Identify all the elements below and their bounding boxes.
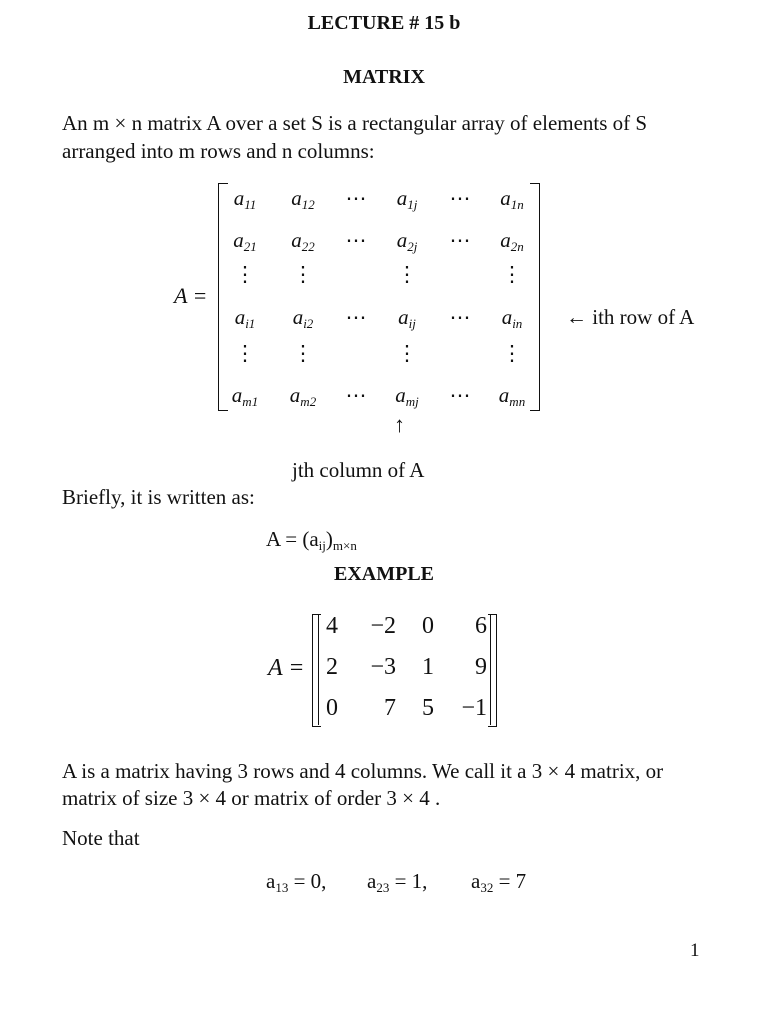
matrix-entry — [235, 341, 256, 366]
matrix-entry — [500, 228, 524, 255]
compact-notation-sub1: ij — [318, 538, 326, 553]
matrix-entry — [235, 305, 256, 332]
example-left-bracket — [312, 614, 321, 727]
matrix-entry — [395, 383, 419, 410]
matrix-entry — [500, 186, 524, 213]
matrix-entry-base: a — [396, 228, 408, 252]
example-right-bracket-inner — [490, 614, 491, 725]
matrix-entry — [397, 262, 418, 287]
matrix-entry — [450, 228, 471, 253]
lecture-title: LECTURE # 15 b — [307, 12, 461, 34]
matrix-entry — [346, 383, 367, 408]
matrix-entry-base: a — [233, 228, 244, 252]
matrix-entry-base: a — [289, 383, 301, 407]
matrix-entry — [397, 341, 418, 366]
matrix-entry-base: a — [291, 186, 302, 210]
note-entry-subscript: 23 — [376, 880, 390, 895]
matrix-entry-base: ⋮ — [292, 262, 314, 286]
matrix-entry-subscript: 21 — [243, 239, 257, 254]
matrix-entry-base: a — [500, 228, 511, 252]
example-matrix-lhs: A = — [268, 655, 305, 681]
matrix-entry-subscript: in — [512, 316, 523, 331]
note-entry — [367, 869, 427, 896]
example-matrix-entry: 9 — [475, 654, 487, 680]
matrix-entry-base: a — [398, 305, 409, 329]
matrix-entry — [450, 186, 471, 211]
matrix-entry-base: a — [233, 186, 245, 210]
matrix-entry — [232, 383, 258, 410]
note-entry-subscript: 13 — [275, 880, 289, 895]
matrix-entry-base: a — [498, 383, 510, 407]
matrix-entry-subscript: 1n — [510, 197, 524, 212]
matrix-entry — [234, 186, 257, 213]
note-entry — [471, 869, 526, 896]
matrix-entry-base: a — [291, 228, 302, 252]
compact-notation-prefix: A = (a — [266, 527, 319, 551]
matrix-entry-subscript: m2 — [300, 394, 317, 409]
matrix-entry-subscript: mn — [509, 394, 526, 409]
compact-notation — [266, 527, 357, 554]
example-matrix-entry: 5 — [422, 695, 434, 721]
note-entry-value: = 1, — [389, 869, 428, 893]
note-entry-subscript: 32 — [480, 880, 494, 895]
matrix-entry-subscript: i1 — [245, 316, 256, 331]
example-matrix-entry: 0 — [422, 613, 434, 639]
explanation-line-1: A is a matrix having 3 rows and 4 columns. We call it a 3 × 4 matrix, or — [62, 759, 664, 783]
matrix-entry-base: a — [501, 305, 513, 329]
general-matrix-lhs: A = — [174, 283, 208, 308]
matrix-entry — [235, 262, 256, 287]
example-matrix-entry: −1 — [461, 695, 487, 721]
matrix-entry — [346, 186, 367, 211]
matrix-entry-base: a — [395, 383, 406, 407]
note-text: Note that — [62, 826, 140, 850]
matrix-entry-base: a — [231, 383, 243, 407]
matrix-entry-base: ⋯ — [449, 305, 471, 329]
matrix-entry — [346, 228, 367, 253]
left-bracket — [218, 183, 228, 411]
matrix-entry-base: ⋯ — [449, 186, 471, 210]
note-entry — [266, 869, 326, 896]
matrix-entry-subscript: 2j — [407, 239, 418, 254]
example-left-bracket-inner — [318, 614, 319, 725]
matrix-entry — [502, 262, 523, 287]
matrix-entry — [502, 305, 523, 332]
matrix-entry-subscript: ij — [408, 316, 416, 331]
matrix-entry-base: a — [396, 186, 408, 210]
example-matrix-entry: 0 — [326, 695, 338, 721]
matrix-entry-base: ⋮ — [396, 341, 418, 365]
explanation-line-2: matrix of size 3 × 4 or matrix of order 3 × 4 . — [62, 786, 441, 810]
matrix-entry-base: ⋯ — [449, 228, 471, 252]
note-entry-value: = 0, — [288, 869, 327, 893]
matrix-entry-subscript: 11 — [244, 197, 257, 212]
column-arrow: ↑ — [394, 412, 405, 437]
matrix-entry — [397, 186, 418, 213]
compact-notation-sub2: m×n — [332, 538, 357, 553]
example-matrix-entry: −2 — [370, 613, 396, 639]
matrix-entry-base: ⋮ — [501, 341, 523, 365]
matrix-entry-subscript: 12 — [301, 197, 315, 212]
section-heading: MATRIX — [343, 66, 425, 88]
example-matrix-entry: 4 — [326, 613, 338, 639]
matrix-entry-base: ⋯ — [345, 383, 367, 407]
definition-line-1: An m × n matrix A over a set S is a rectangular array of elements of S — [62, 111, 648, 135]
column-annotation: jth column of A — [292, 458, 425, 482]
matrix-entry — [233, 228, 257, 255]
matrix-entry-base: ⋮ — [292, 341, 314, 365]
matrix-entry — [293, 341, 314, 366]
matrix-entry — [397, 228, 418, 255]
matrix-entry-base: ⋯ — [345, 305, 367, 329]
matrix-entry-base: ⋮ — [234, 262, 256, 286]
example-matrix-entry: 2 — [326, 654, 338, 680]
matrix-entry-base: a — [500, 186, 511, 210]
example-heading: EXAMPLE — [334, 563, 434, 585]
briefly-text: Briefly, it is written as: — [62, 485, 255, 509]
matrix-entry-subscript: mj — [405, 394, 419, 409]
matrix-entry — [502, 341, 523, 366]
matrix-entry-base: ⋮ — [234, 341, 256, 365]
matrix-entry — [290, 383, 316, 410]
matrix-entry — [450, 383, 471, 408]
matrix-entry-subscript: 1j — [407, 197, 418, 212]
definition-line-2: arranged into m rows and n columns: — [62, 139, 375, 163]
matrix-entry — [398, 305, 416, 332]
example-matrix-entry: 1 — [422, 654, 434, 680]
matrix-entry-base: ⋮ — [396, 262, 418, 286]
matrix-entry — [291, 228, 315, 255]
example-matrix-entry: −3 — [370, 654, 396, 680]
matrix-entry — [346, 305, 367, 330]
note-entry-base: a — [266, 869, 276, 893]
compact-notation-mid: ) — [325, 527, 333, 551]
matrix-entry — [450, 305, 471, 330]
matrix-entry — [499, 383, 525, 410]
matrix-entry-subscript: 22 — [301, 239, 315, 254]
note-entry-base: a — [367, 869, 377, 893]
matrix-entry-subscript: m1 — [242, 394, 259, 409]
example-matrix-entry: 6 — [475, 613, 487, 639]
matrix-entry-base: ⋯ — [345, 228, 367, 252]
matrix-entry-base: ⋮ — [501, 262, 523, 286]
matrix-entry — [293, 305, 314, 332]
note-entry-base: a — [471, 869, 481, 893]
page-number: 1 — [690, 940, 700, 961]
matrix-entry — [293, 262, 314, 287]
matrix-entry-base: ⋯ — [449, 383, 471, 407]
matrix-entry-base: ⋯ — [345, 186, 367, 210]
matrix-entry — [291, 186, 315, 213]
matrix-entry-base: a — [234, 305, 246, 329]
note-entry-value: = 7 — [493, 869, 527, 893]
example-matrix-entry: 7 — [384, 695, 396, 721]
matrix-entry-subscript: 2n — [510, 239, 524, 254]
matrix-entry-base: a — [292, 305, 304, 329]
right-bracket — [530, 183, 540, 411]
matrix-entry-subscript: i2 — [303, 316, 314, 331]
row-annotation: ← ith row of A — [566, 305, 695, 329]
